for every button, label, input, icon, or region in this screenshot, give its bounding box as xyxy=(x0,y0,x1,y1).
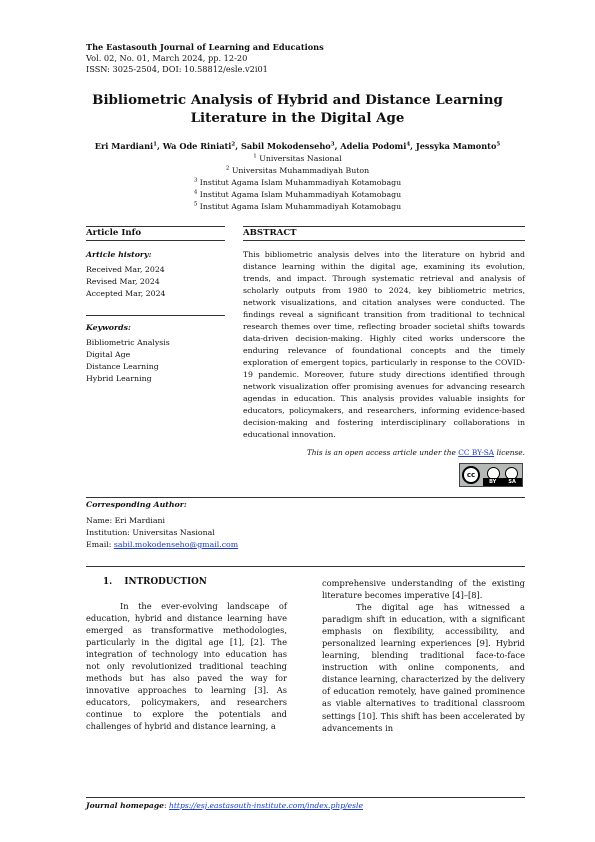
keyword: Bibliometric Analysis xyxy=(86,338,170,347)
corresponding-institution: Institution: Universitas Nasional xyxy=(86,528,215,537)
corresponding-email xyxy=(86,539,526,551)
abstract-heading: ABSTRACT xyxy=(243,228,297,238)
author-name: Adelia Podomi xyxy=(340,141,407,151)
intro-paragraph: comprehensive understanding of the existing literature becomes imperative [4]–[8]. xyxy=(322,578,525,601)
author-sup: 5 xyxy=(496,141,501,148)
revised-date: Revised Mar, 2024 xyxy=(86,277,160,286)
section-heading: 1. INTRODUCTION xyxy=(103,577,207,587)
keyword: Digital Age xyxy=(86,350,131,359)
affiliation-sup: 2 xyxy=(225,165,230,172)
author-name: Jessyka Mamonto xyxy=(415,141,497,151)
volume-info: Vol. 02, No. 01, March 2024, pp. 12-20 xyxy=(86,53,248,63)
intro-paragraph: In the ever-evolving landscape of education, hybrid and distance learning have emerged as transformative methodologies, particularly in the digital age [1], [2]. The integration of technology into education has not only revolutionized traditional teaching methods but has also paved the way for innovative approaches to learning [3]. As educators, policymakers, and researchers continue to explore the potentials and challenges of hybrid and distance learning, a xyxy=(86,601,287,732)
affiliation xyxy=(60,165,535,177)
affiliation xyxy=(60,189,535,201)
divider xyxy=(243,226,525,227)
affiliation xyxy=(60,201,535,213)
keywords-block xyxy=(86,323,226,385)
badge-sa-label: SA xyxy=(508,479,516,485)
running-header xyxy=(86,42,324,75)
license-link[interactable]: CC BY-SA xyxy=(458,448,495,457)
corresponding-name: Name: Eri Mardiani xyxy=(86,516,165,525)
email-link[interactable]: sabil.mokodenseho@gmail.com xyxy=(113,540,239,549)
keyword: Hybrid Learning xyxy=(86,374,152,383)
affiliation-sup: 4 xyxy=(193,189,198,196)
article-history xyxy=(86,250,226,300)
affiliation-sup: 1 xyxy=(253,153,257,160)
author-sup: 4 xyxy=(406,141,411,148)
intro-right-column xyxy=(322,577,525,734)
affiliation-list xyxy=(60,153,535,213)
article-info-heading: Article Info xyxy=(86,228,142,238)
divider xyxy=(86,240,225,241)
divider xyxy=(86,566,525,567)
author-sup: 3 xyxy=(330,141,335,148)
corresponding-author xyxy=(86,500,526,551)
footer-label: Journal homepage xyxy=(86,801,164,810)
affiliation-name: Universitas Muhammadiyah Buton xyxy=(231,166,370,176)
author-sup: 1 xyxy=(153,141,157,148)
affiliation-name: Institut Agama Islam Muhammadiyah Kotamobagu xyxy=(199,178,402,188)
intro-paragraph: The digital age has witnessed a paradigm shift in education, with a significant emphasis on flexibility, accessibility, and personalized learning experiences [9]. Hybrid learning, blending traditional face-to-face instruction with online components, and distance learning, characterized by the delivery of education remotely, have gained prominence as viable alternatives to traditional classroom settings [10]. This shift has been accelerated by advancements in xyxy=(322,602,525,733)
affiliation-name: Universitas Nasional xyxy=(259,154,342,163)
issn-doi: ISSN: 3025-2504, DOI: 10.58812/esle.v2i01 xyxy=(86,64,268,74)
license-line xyxy=(243,448,525,457)
author-list: Eri Mardiani$^1$, Wa Ode Riniati$^2$, Sabil Mokodenseho$^3$, Adelia Podomi$^4$, Jessyka Mamonto$^5$ xyxy=(94,141,501,151)
affiliation-sup: 3 xyxy=(193,177,198,184)
affiliation-sup: 5 xyxy=(193,201,198,208)
divider xyxy=(243,240,525,241)
accepted-date: Accepted Mar, 2024 xyxy=(86,289,166,298)
paper-title: Bibliometric Analysis of Hybrid and Distance Learning Literature in the Digital Age xyxy=(92,92,503,126)
keywords-label: Keywords: xyxy=(86,323,131,332)
author-name: Sabil Mokodenseho xyxy=(240,141,331,151)
abstract-text: This bibliometric analysis delves into the literature on hybrid and distance learning within the digital age, examining its evolution, trends, and impact. Through systematic retrieval and analysis of scholarly outputs from 1980 to 2024, key bibliometric metrics, network visualizations, and citation analyses were conducted. The findings reveal a significant transition from traditional to technical research themes over time, reflecting broader societal shifts towards data-driven decision-making. Highly cited works underscore the enduring relevance of foundational concepts and the timely exploration of emergent topics, particularly in response to the COVID-19 pandemic. Moreover, future study directions identified through network visualization offer promising avenues for advancing research agendas in education. This analysis provides valuable insights for educators, policymakers, and researchers, informing evidence-based decision-making and fostering interdisciplinary collaborations in educational innovation. xyxy=(243,250,525,439)
journal-homepage-footer xyxy=(86,801,363,810)
history-label: Article history: xyxy=(86,250,152,259)
affiliation xyxy=(60,153,535,165)
journal-name: The Eastasouth Journal of Learning and Educations xyxy=(86,42,324,52)
affiliation-name: Institut Agama Islam Muhammadiyah Kotamobagu xyxy=(199,190,402,200)
license-suffix: license. xyxy=(494,448,525,457)
cc-icon: cc xyxy=(462,466,480,484)
author-name: Wa Ode Riniati xyxy=(162,141,232,151)
affiliation-name: Institut Agama Islam Muhammadiyah Kotamobagu xyxy=(199,202,402,212)
received-date: Received Mar, 2024 xyxy=(86,265,165,274)
badge-strip xyxy=(483,478,522,486)
license-prefix: This is an open access article under the xyxy=(306,448,459,457)
divider xyxy=(86,315,225,316)
divider xyxy=(86,797,525,798)
badge-by-label: BY xyxy=(489,479,497,485)
corresponding-label: Corresponding Author: xyxy=(86,500,187,509)
divider xyxy=(86,497,525,498)
author-name: Eri Mardiani xyxy=(94,141,154,151)
email-label: Email: xyxy=(86,540,114,549)
homepage-link[interactable]: https://esj.eastasouth-institute.com/index.php/esle xyxy=(168,801,363,810)
affiliation xyxy=(60,177,535,189)
footer-sep: : xyxy=(163,801,169,810)
divider xyxy=(86,226,225,227)
author-sup: 2 xyxy=(231,141,236,148)
keyword: Distance Learning xyxy=(86,362,159,371)
cc-by-sa-badge[interactable] xyxy=(459,463,523,487)
